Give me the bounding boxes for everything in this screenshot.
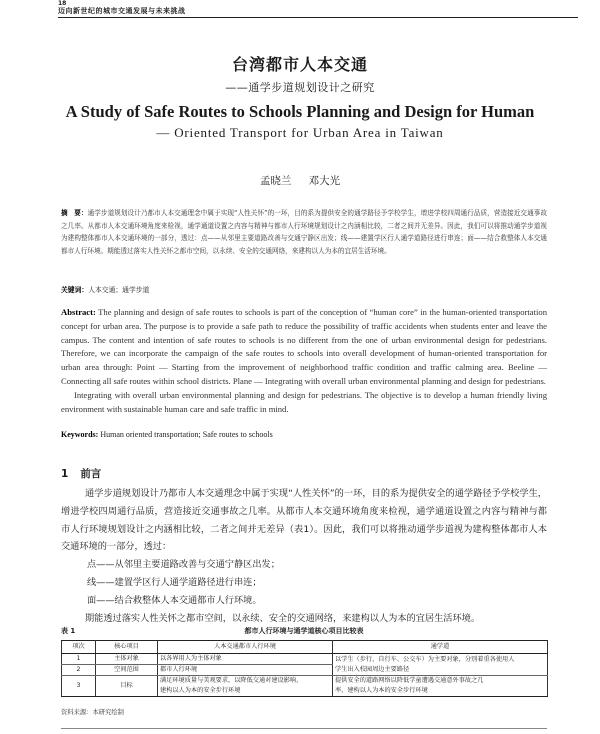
abstract-en-label: Abstract: bbox=[61, 307, 96, 317]
table-cell-no: 2 bbox=[62, 665, 96, 676]
table-cell-school bbox=[333, 654, 548, 676]
table-header-no: 项次 bbox=[62, 641, 96, 654]
table-cell-no: 1 bbox=[62, 654, 96, 665]
table-title: 都市人行环境与通学道核心项目比较表 bbox=[244, 627, 364, 635]
abstract-cn-text: 通学步道规划设计乃都市人本交通理念中属于实现“人性关怀”的一环，目的系为提供安全的通学路径予学校学生，增进学校四周通行品质，营造接近交通事故之几率。从都市人本交通环境角度来检视，通学通道设置之内容与精神与都市人行环境规划设计之内涵相比较，二者之间并无差异。因此，我们可以将推动通学步道视为建构整体都市人本交通环境的一部分，透过：点——从邻里主要道路改善与交通宁静区出发；线——建置学区行人通学道路径进行串连；面——结合救整体人本交通都市人行环境。期能透过落实人性关怀之都市空间，以永续、安全的交通网络，来建构以人为本的宜居生活环境。 bbox=[61, 209, 547, 256]
keywords-english bbox=[61, 430, 547, 439]
abstract-en-paragraph-1 bbox=[61, 306, 547, 389]
table-cell-school bbox=[333, 676, 548, 697]
title-english-line-1: A Study of Safe Routes to Schools Planning and Design for Human bbox=[65, 102, 535, 121]
abstract-en-paragraph-2: Integrating with overall urban environmental planning and design for pedestrians. The objective is to develop a human friendly living environment with sustainable human care and safe traffic in mind. bbox=[61, 389, 547, 414]
author-2: 邓大光 bbox=[308, 175, 341, 187]
list-item-plane: 面——结合救整体人本交通都市人行环境。 bbox=[87, 594, 262, 606]
table-number: 表 1 bbox=[61, 627, 76, 635]
keywords-en-text: Human oriented transportation; Safe routes to schools bbox=[100, 430, 273, 439]
title-english-line-2: — Oriented Transport for Urban Area in Taiwan bbox=[156, 125, 444, 140]
table-cell-line: 满足环境质量与美观要求，以降低交通对建设影响， bbox=[160, 677, 303, 684]
comparison-table bbox=[61, 640, 548, 697]
table-cell-no: 3 bbox=[62, 676, 96, 697]
table-header-item: 核心项目 bbox=[96, 641, 158, 654]
title-chinese: 台湾都市人本交通 bbox=[231, 55, 368, 74]
body-paragraph-2: 期能透过落实人性关怀之都市空间，以永续、安全的交通网络，来建构以人为本的宜居生活环境。 bbox=[85, 612, 481, 624]
keywords-chinese bbox=[61, 284, 547, 294]
table-cell-line: 以学生（步行、自行车、公交车）为主要对象，分别着重各使用人 bbox=[335, 655, 515, 663]
section-heading bbox=[61, 466, 101, 481]
list-item-line: 线——建置学区行人通学道路径进行串连； bbox=[87, 576, 262, 588]
table-cell-line: 都市人行环境 bbox=[160, 666, 198, 673]
abstract-english bbox=[61, 306, 547, 416]
subtitle-chinese: ——通学步道规划设计之研究 bbox=[225, 81, 375, 94]
abstract-cn-label: 摘 要： bbox=[61, 209, 88, 217]
list-item-point: 点——从邻里主要道路改善与交通宁静区出发； bbox=[87, 559, 280, 571]
running-title: 迈向新世纪的城市交通发展与未来挑战 bbox=[58, 7, 186, 15]
table-cell-pedestrian bbox=[158, 665, 333, 676]
table-cell-line: 学生出入校园周边主要路径 bbox=[335, 665, 410, 673]
table-row bbox=[62, 654, 548, 665]
body-text bbox=[61, 485, 547, 627]
running-header bbox=[58, 2, 578, 18]
table-source-note: 资料来源：本研究绘制 bbox=[61, 709, 124, 716]
section-number: 1 bbox=[61, 468, 69, 480]
abstract-chinese bbox=[61, 207, 547, 258]
table-header-school: 通学道 bbox=[333, 641, 548, 654]
table-cell-line: 建构以人为本的安全步行环境 bbox=[160, 687, 241, 694]
table-header-pedestrian: 人本交通都市人行环境 bbox=[158, 641, 333, 654]
table-cell-item: 空间范围 bbox=[96, 665, 158, 676]
table-cell-line: 提供安全的道路网络以降低学童遭遇交通意外事故之几 bbox=[335, 677, 484, 684]
table-cell-line: 以各界用人为主体对象 bbox=[160, 655, 222, 662]
author-1: 孟晓兰 bbox=[259, 175, 292, 187]
table-header-row bbox=[62, 641, 548, 654]
keywords-en-label: Keywords: bbox=[61, 430, 99, 439]
section-title: 前言 bbox=[80, 468, 102, 480]
table-row bbox=[62, 676, 548, 697]
body-paragraph-1: 通学步道规划设计乃都市人本交通理念中属于实现“人性关怀”的一环，目的系为提供安全的通学路径予学校学生，增进学校四周通行品质，营造接近交通事故之几率。从都市人本交通环境角度来检视，通学通道设置之内容与精神与都市人行环境规划设计之内涵相比较，二者之间并无差异（表1）。因此，我们可以将推动通学步道视为建构整体都市人本交通环境的一部分，透过： bbox=[61, 488, 547, 553]
table-caption bbox=[61, 626, 547, 638]
table-cell-item: 目标 bbox=[96, 676, 158, 697]
header-rule bbox=[58, 17, 578, 18]
footer-rule bbox=[61, 728, 547, 729]
keywords-cn-text: 人本交通；通学步道 bbox=[88, 286, 150, 294]
page-number: 18 bbox=[58, 0, 67, 7]
table-cell-pedestrian bbox=[158, 676, 333, 697]
keywords-cn-label: 关键词： bbox=[61, 286, 89, 294]
table-cell-pedestrian bbox=[158, 654, 333, 665]
table-cell-item: 主体对象 bbox=[96, 654, 158, 665]
abstract-en-text-1: The planning and design of safe routes to schools is part of the conception of “human core” in the human-oriented transportation concept for urban area. The purpose is to provide a safe path to reduce the possibility of traffic accidents when students enter and leave the campus. The content and intention of safe routes to schools is no different from the one of urban environmental design for pedestrians. Therefore, we can incorporate the campaign of the safe routes to schools into overall development of human-oriented transportation for urban area through: Point — Starting from the improvement of neighborhood traffic condition and traffic calming area. Beeline — Connecting all safe routes within school districts. Plane — Integrating with overall urban environmental planning and design for pedestrians. bbox=[61, 307, 547, 386]
table-cell-line: 率，建构以人为本的安全步行环境 bbox=[335, 687, 428, 694]
authors bbox=[0, 173, 600, 188]
